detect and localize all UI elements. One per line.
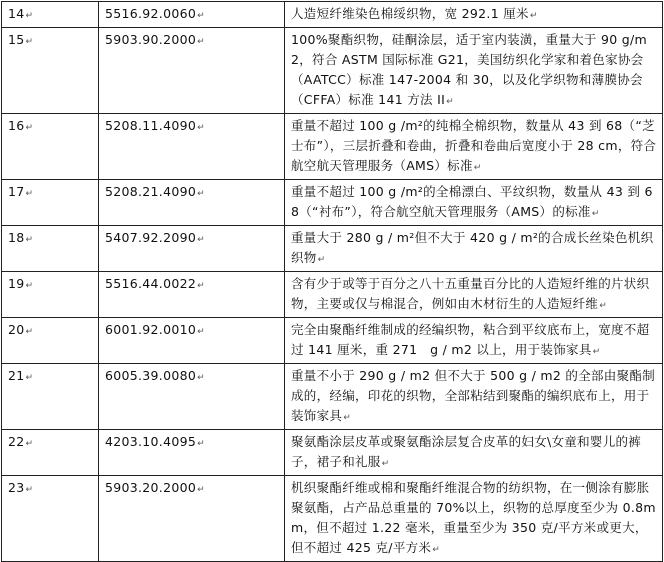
hs-code-cell — [99, 28, 285, 114]
row-number-cell — [2, 272, 99, 318]
row-number-cell — [2, 2, 99, 28]
hs-code-cell — [99, 2, 285, 28]
paragraph-mark-icon: ↵ — [529, 11, 538, 21]
row-number-text: 23 — [8, 480, 25, 495]
hs-code-text: 5516.92.0060 — [105, 6, 197, 21]
row-number-text: 22 — [8, 434, 25, 449]
table-row — [2, 180, 663, 226]
hs-code-cell — [99, 226, 285, 272]
paragraph-mark-icon: ↵ — [25, 327, 34, 337]
hs-code-text: 5407.92.2090 — [105, 230, 197, 245]
paragraph-mark-icon: ↵ — [592, 347, 601, 357]
paragraph-mark-icon: ↵ — [197, 327, 205, 337]
description-text: 完全由聚酯纤维制成的经编织物，粘合到平纹底布上，宽度不超过 141 厘米，重 271 g / m2 以上，用于装饰家具 — [291, 322, 650, 357]
paragraph-mark-icon: ↵ — [25, 189, 34, 199]
table-row — [2, 364, 663, 430]
description-text: 重量不超过 100 g /m²的全棉漂白、平纹织物，数量从 43 到 68（“衬布”），符合航空航天管理服务（AMS）的标准 — [291, 184, 653, 219]
row-number-cell — [2, 430, 99, 476]
table-row — [2, 114, 663, 180]
hs-code-cell — [99, 364, 285, 430]
description-cell — [285, 430, 663, 476]
hs-code-text: 5208.21.4090 — [105, 184, 197, 199]
description-text: 机织聚酯纤维或棉和聚酯纤维混合物的纺织物，在一侧涂有膨胀聚氨酯，占产品总重量的 70%以上，织物的总厚度至少为 0.8mm，但不超过 1.22 毫米，重量至少为 350 克/平方米或更大，但不超过 425 克/平方米 — [291, 480, 656, 555]
hs-code-cell — [99, 272, 285, 318]
hs-code-text: 5903.90.2000 — [105, 32, 197, 47]
paragraph-mark-icon: ↵ — [197, 123, 205, 133]
description-text: 人造短纤维染色棉绥织物，宽 292.1 厘米 — [291, 6, 529, 21]
paragraph-mark-icon: ↵ — [473, 163, 482, 173]
table-row — [2, 272, 663, 318]
paragraph-mark-icon: ↵ — [25, 281, 34, 291]
paragraph-mark-icon: ↵ — [25, 485, 34, 495]
description-cell — [285, 226, 663, 272]
paragraph-mark-icon: ↵ — [432, 545, 441, 555]
row-number-text: 19 — [8, 276, 25, 291]
paragraph-mark-icon: ↵ — [25, 11, 34, 21]
description-cell — [285, 272, 663, 318]
paragraph-mark-icon: ↵ — [197, 235, 205, 245]
paragraph-mark-icon: ↵ — [197, 373, 205, 383]
paragraph-mark-icon: ↵ — [591, 209, 600, 219]
paragraph-mark-icon: ↵ — [197, 281, 205, 291]
table-row — [2, 430, 663, 476]
paragraph-mark-icon: ↵ — [599, 301, 608, 311]
paragraph-mark-icon: ↵ — [25, 37, 34, 47]
description-cell — [285, 476, 663, 562]
table-row — [2, 476, 663, 562]
hs-code-text: 5208.11.4090 — [105, 118, 197, 133]
description-text: 重量大于 280 g / m²但不大于 420 g / m²的合成长丝染色机织织物 — [291, 230, 654, 265]
description-cell — [285, 2, 663, 28]
row-number-text: 21 — [8, 368, 25, 383]
row-number-cell — [2, 318, 99, 364]
hs-code-cell — [99, 430, 285, 476]
description-text: 重量不小于 290 g / m2 但不大于 500 g / m2 的全部由聚酯制成的，经编，印花的织物，全部粘结到聚酯的编织底布上，用于装饰家具 — [291, 368, 656, 423]
paragraph-mark-icon: ↵ — [446, 97, 454, 107]
row-number-text: 15 — [8, 32, 25, 47]
row-number-cell — [2, 476, 99, 562]
tariff-table — [1, 1, 663, 562]
paragraph-mark-icon: ↵ — [317, 255, 326, 265]
hs-code-text: 5903.20.2000 — [105, 480, 197, 495]
row-number-cell — [2, 180, 99, 226]
hs-code-text: 5516.44.0022 — [105, 276, 197, 291]
table-row — [2, 226, 663, 272]
paragraph-mark-icon: ↵ — [343, 413, 352, 423]
description-cell — [285, 28, 663, 114]
hs-code-cell — [99, 114, 285, 180]
paragraph-mark-icon: ↵ — [197, 37, 205, 47]
description-text: 100%聚酯织物，硅酮涂层，适于室内装潢，重量大于 90 g/m2，符合 ASTM 国际标准 G21，美国纺织化学家和着色家协会（AATCC）标准 147-2004 和 30，以及化学织物和薄膜协会（CFFA）标准 141 方法 II — [291, 32, 648, 107]
table-row — [2, 2, 663, 28]
paragraph-mark-icon: ↵ — [25, 235, 34, 245]
hs-code-text: 4203.10.4095 — [105, 434, 197, 449]
table-row — [2, 28, 663, 114]
description-text: 聚氨酯涂层皮革或聚氨酯涂层复合皮革的妇女\女童和婴儿的裤子，裙子和礼服 — [291, 434, 642, 469]
paragraph-mark-icon: ↵ — [197, 189, 205, 199]
table-body — [2, 2, 663, 562]
hs-code-cell — [99, 180, 285, 226]
row-number-cell — [2, 114, 99, 180]
row-number-cell — [2, 28, 99, 114]
description-cell — [285, 364, 663, 430]
row-number-text: 17 — [8, 184, 25, 199]
paragraph-mark-icon: ↵ — [25, 439, 34, 449]
paragraph-mark-icon: ↵ — [25, 123, 34, 133]
paragraph-mark-icon: ↵ — [197, 11, 205, 21]
row-number-text: 14 — [8, 6, 25, 21]
description-text: 重量不超过 100 g /m²的纯棉全棉织物，数量从 43 到 68（“芝士布”），三层折叠和卷曲，折叠和卷曲后宽度小于 28 cm，符合航空航天管理服务（AMS）标准 — [291, 118, 657, 173]
table-row — [2, 318, 663, 364]
description-cell — [285, 180, 663, 226]
paragraph-mark-icon: ↵ — [25, 373, 34, 383]
row-number-cell — [2, 364, 99, 430]
paragraph-mark-icon: ↵ — [381, 459, 390, 469]
hs-code-cell — [99, 476, 285, 562]
row-number-text: 20 — [8, 322, 25, 337]
row-number-text: 16 — [8, 118, 25, 133]
paragraph-mark-icon: ↵ — [197, 439, 205, 449]
description-cell — [285, 318, 663, 364]
hs-code-text: 6001.92.0010 — [105, 322, 197, 337]
row-number-cell — [2, 226, 99, 272]
description-cell — [285, 114, 663, 180]
hs-code-text: 6005.39.0080 — [105, 368, 197, 383]
row-number-text: 18 — [8, 230, 25, 245]
hs-code-cell — [99, 318, 285, 364]
paragraph-mark-icon: ↵ — [197, 485, 205, 495]
description-text: 含有少于或等于百分之八十五重量百分比的人造短纤维的片状织物，主要或仅与棉混合，例如由木材衍生的人造短纤维 — [291, 276, 650, 311]
